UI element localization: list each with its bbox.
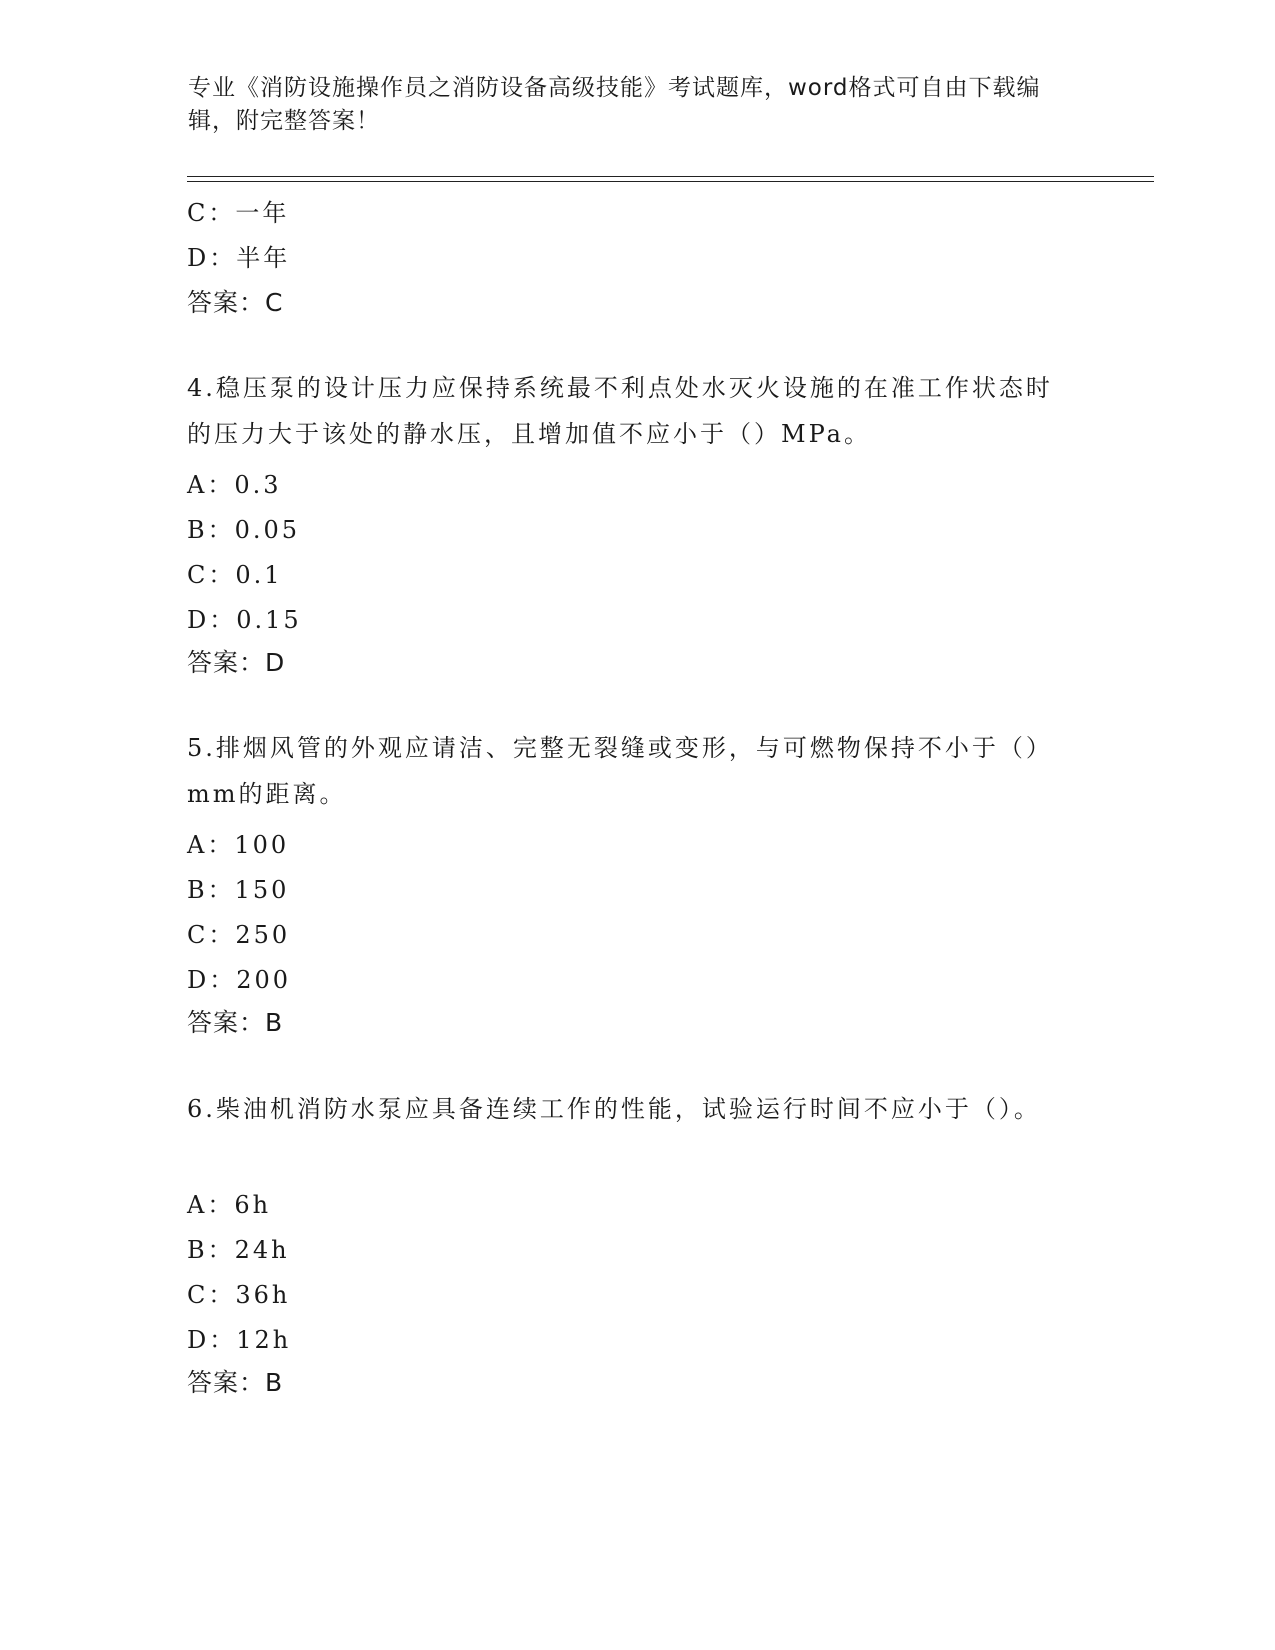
option-d: D：0.15 <box>187 606 302 634</box>
option-c: C：36h <box>187 1281 291 1309</box>
answer-label: 答案：C <box>187 288 284 317</box>
option-b: B：0.05 <box>187 516 301 544</box>
option-c: C：0.1 <box>187 561 283 589</box>
option-c: C：一年 <box>187 199 290 227</box>
header-divider-top <box>187 176 1154 177</box>
option-c: C：250 <box>187 921 291 949</box>
option-d: D：半年 <box>187 244 291 272</box>
answer-label: 答案：D <box>187 648 286 677</box>
document-header: 专业《消防设施操作员之消防设备高级技能》考试题库，word格式可自由下载编辑，附完整答案！ <box>188 75 1041 134</box>
option-a: A：100 <box>187 831 290 859</box>
option-a: A：6h <box>187 1191 272 1219</box>
answer-label: 答案：B <box>187 1368 284 1397</box>
question-stem: 6.柴油机消防水泵应具备连续工作的性能，试验运行时间不应小于（）。 <box>187 1095 1041 1123</box>
option-b: B：24h <box>187 1236 290 1264</box>
option-b: B：150 <box>187 876 290 904</box>
option-d: D：12h <box>187 1326 292 1354</box>
question-stem: 4.稳压泵的设计压力应保持系统最不利点处水灭火设施的在准工作状态时的压力大于该处的静水压，且增加值不应小于（）MPa。 <box>187 374 1053 448</box>
option-d: D：200 <box>187 966 292 994</box>
header-divider-bottom <box>187 181 1154 182</box>
option-a: A：0.3 <box>187 471 282 499</box>
question-stem: 5.排烟风管的外观应请洁、完整无裂缝或变形，与可燃物保持不小于（）mm的距离。 <box>187 734 1053 808</box>
answer-label: 答案：B <box>187 1008 284 1037</box>
